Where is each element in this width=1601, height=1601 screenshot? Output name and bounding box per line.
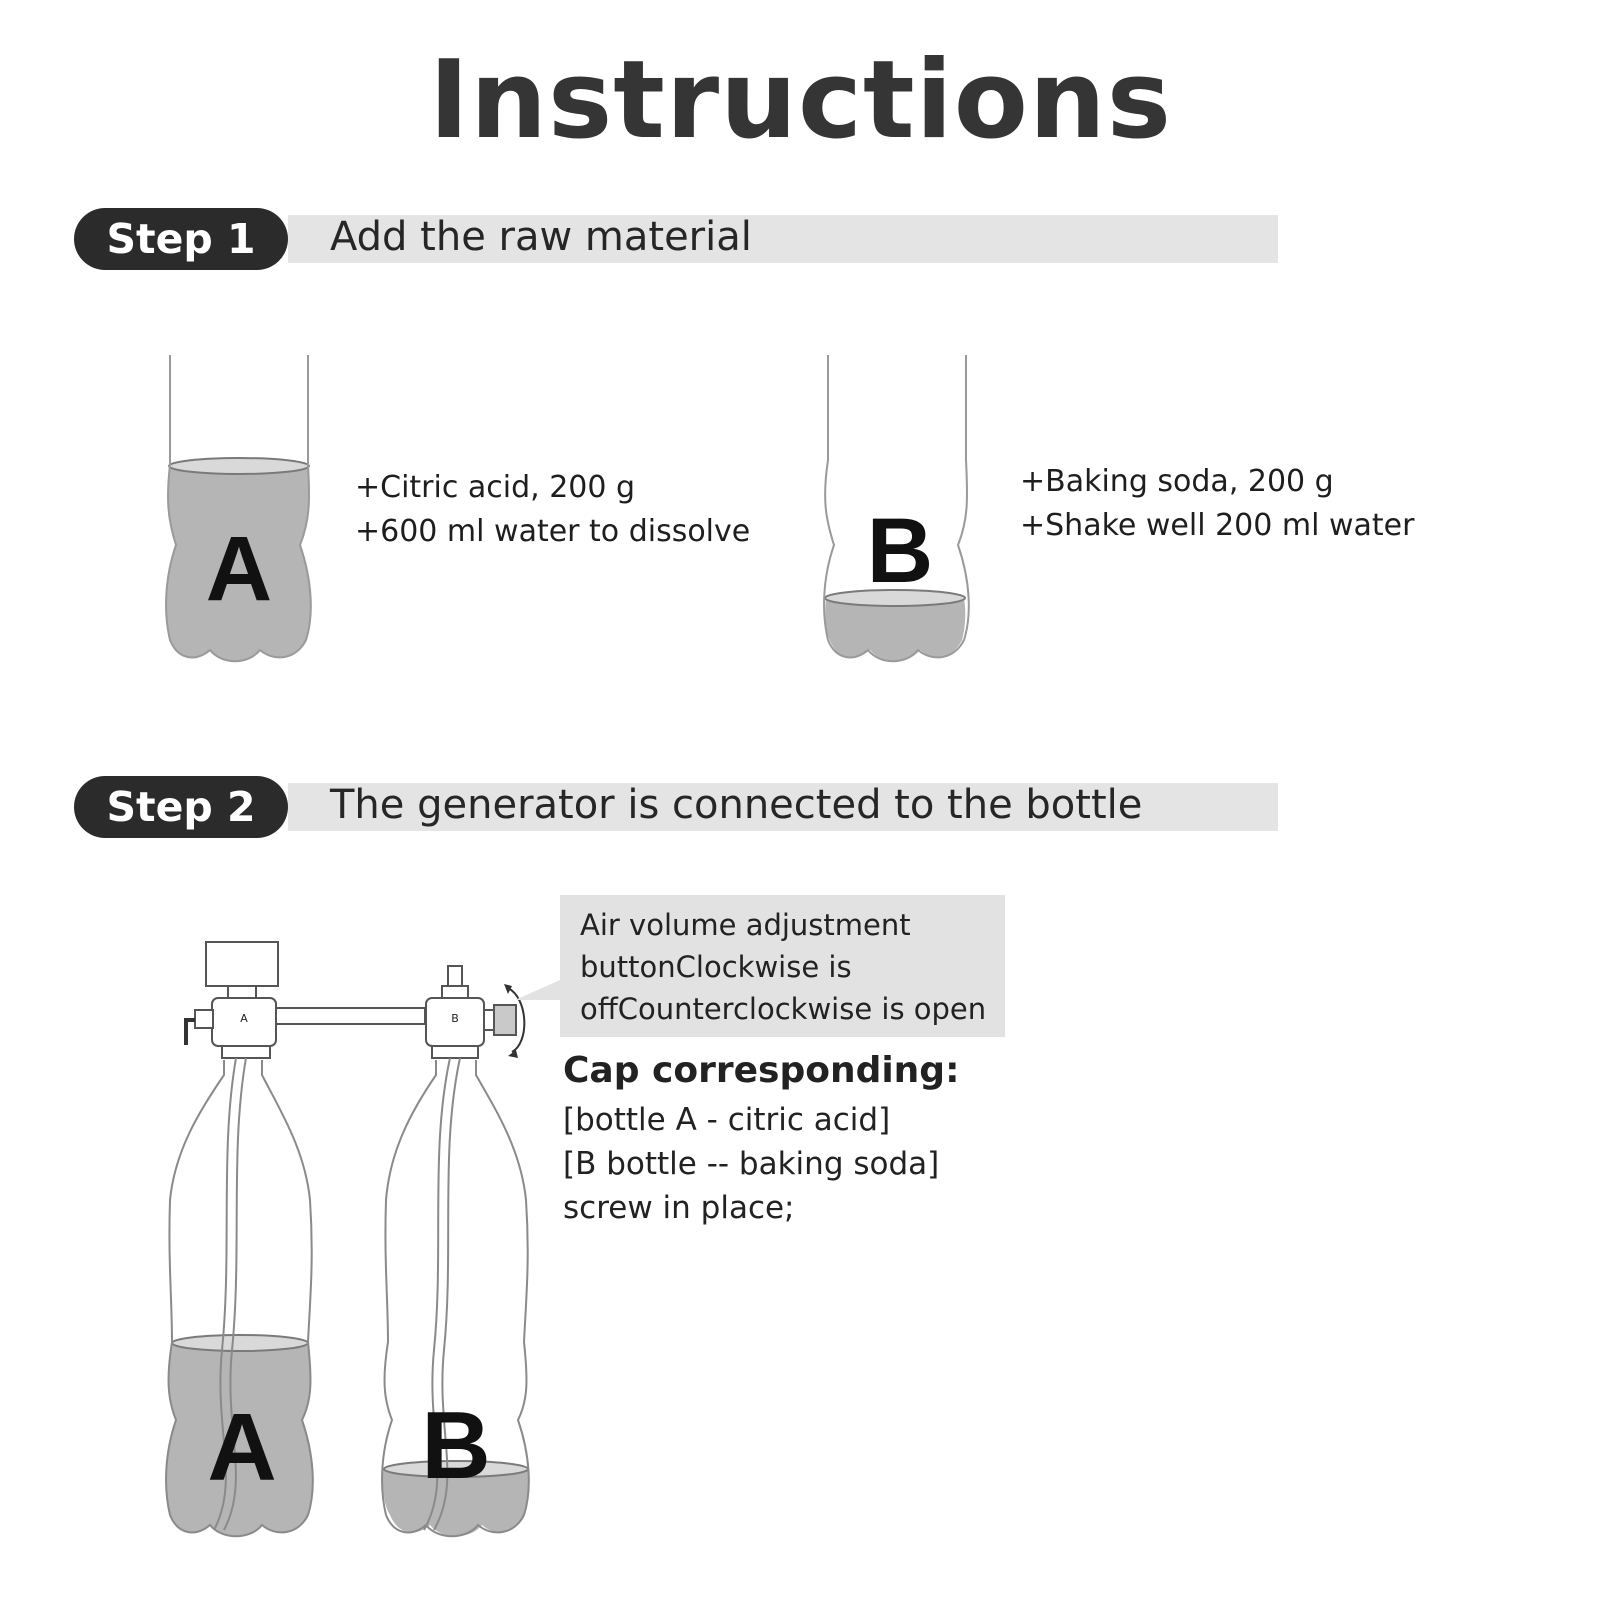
- callout-line-1: Air volume adjustment: [580, 908, 911, 942]
- step1-bottle-b: [824, 355, 969, 661]
- pressure-gauge-icon: [206, 942, 278, 986]
- step2-heading: The generator is connected to the bottle: [330, 782, 1143, 828]
- callout-line-2: buttonClockwise is: [580, 950, 852, 984]
- step2-bottle-a-letter: A: [207, 1394, 277, 1501]
- step1-bottle-a-letter: A: [205, 518, 273, 620]
- step2-bottle-b-letter: B: [421, 1392, 491, 1499]
- step1-heading: Add the raw material: [330, 214, 752, 260]
- bottle-b-note-line-1: +Baking soda, 200 g: [1020, 464, 1334, 499]
- cap-b-label: B: [451, 1012, 459, 1025]
- cap-a-label: A: [240, 1012, 248, 1025]
- cap-line-1: [bottle A - citric acid]: [563, 1102, 891, 1138]
- step1-bottle-a: [166, 355, 311, 661]
- cap-line-2: [B bottle -- baking soda]: [563, 1146, 940, 1182]
- cap-line-3: screw in place;: [563, 1190, 795, 1226]
- step2-badge: Step 2: [74, 776, 288, 838]
- step1-bottle-b-letter: B: [866, 500, 934, 602]
- generator-assembly: [186, 942, 524, 1058]
- adjustment-knob-icon: [494, 1005, 516, 1035]
- page-title: Instructions: [428, 38, 1173, 163]
- bottle-a-note-line-1: +Citric acid, 200 g: [355, 470, 636, 505]
- step2-bottle-a: [166, 1058, 313, 1536]
- callout-line-3: offCounterclockwise is open: [580, 992, 987, 1026]
- step2-bottle-b: [382, 1058, 529, 1536]
- cap-corresponding-title: Cap corresponding:: [563, 1050, 960, 1091]
- callout-pointer: [515, 980, 560, 1000]
- bottle-b-note-line-2: +Shake well 200 ml water: [1020, 508, 1415, 543]
- bottle-a-note-line-2: +600 ml water to dissolve: [355, 514, 751, 549]
- step1-badge: Step 1: [74, 208, 288, 270]
